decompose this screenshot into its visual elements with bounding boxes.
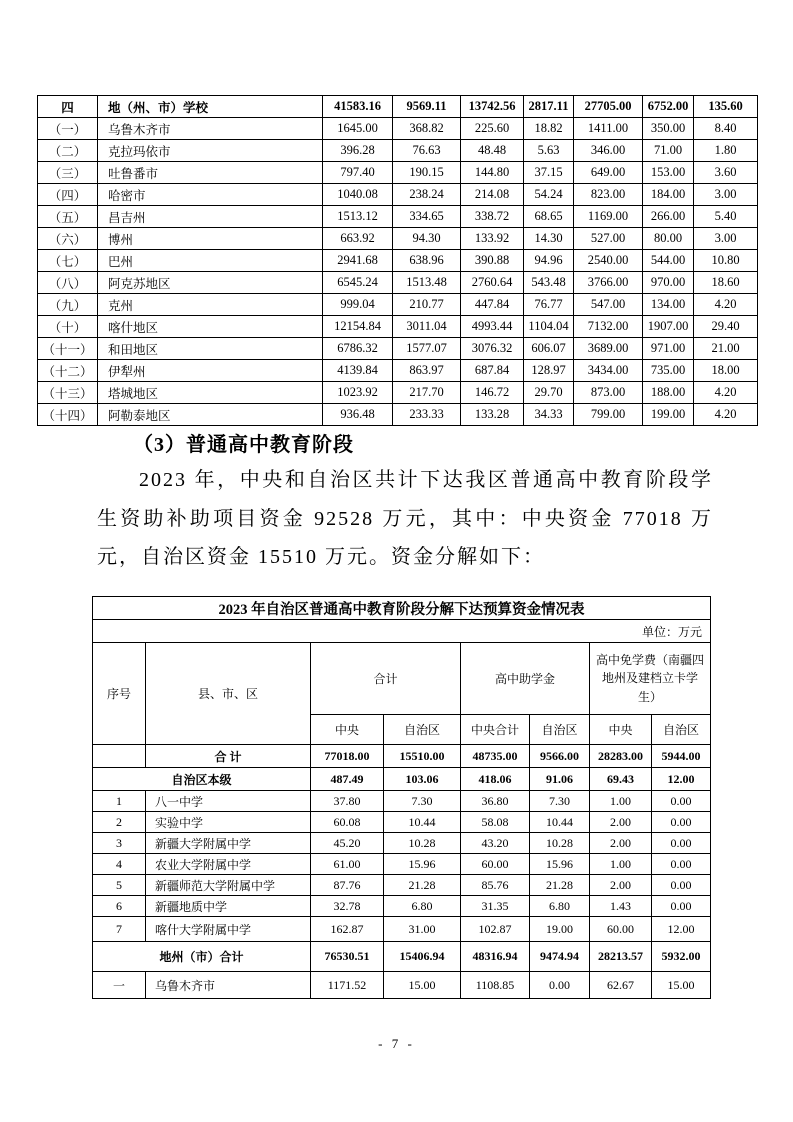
row-name-cell: 合 计 (146, 745, 311, 768)
row-value-cell: 1171.52 (311, 972, 384, 999)
region-table-row (38, 360, 758, 382)
row-name-cell: 博州 (98, 228, 323, 250)
header-value-cell: 135.60 (694, 96, 758, 118)
row-index-cell: （十四） (38, 404, 98, 426)
region-table-row (38, 382, 758, 404)
region-table-body (38, 118, 758, 426)
row-index-cell: （十二） (38, 360, 98, 382)
region-table-head (38, 96, 758, 118)
row-value-cell: 1.00 (590, 791, 652, 812)
row-name-cell: 塔城地区 (98, 382, 323, 404)
row-name-cell: 农业大学附属中学 (146, 854, 311, 875)
row-value-cell: 144.80 (461, 162, 524, 184)
row-index-cell: （五） (38, 206, 98, 228)
row-value-cell: 2.00 (590, 812, 652, 833)
page-number: - 7 - (378, 1036, 415, 1051)
row-value-cell: 1108.85 (461, 972, 530, 999)
row-value-cell: 2540.00 (574, 250, 643, 272)
budget-table-row-school (93, 854, 711, 875)
row-index-cell: （十三） (38, 382, 98, 404)
row-value-cell: 4.20 (694, 404, 758, 426)
row-value-cell: 797.40 (323, 162, 393, 184)
row-value-cell: 146.72 (461, 382, 524, 404)
row-value-cell: 1645.00 (323, 118, 393, 140)
row-name-cell: 新疆师范大学附属中学 (146, 875, 311, 896)
row-value-cell: 36.80 (461, 791, 530, 812)
row-value-cell: 9566.00 (530, 745, 590, 768)
row-value-cell: 15406.94 (384, 942, 461, 972)
row-value-cell: 544.00 (643, 250, 694, 272)
row-name-cell: 喀什地区 (98, 316, 323, 338)
row-value-cell: 10.80 (694, 250, 758, 272)
row-value-cell: 3.00 (694, 184, 758, 206)
row-value-cell: 5.63 (524, 140, 574, 162)
row-value-cell: 4139.84 (323, 360, 393, 382)
row-value-cell: 6.80 (530, 896, 590, 917)
row-value-cell: 999.04 (323, 294, 393, 316)
header-value-cell: 6752.00 (643, 96, 694, 118)
row-name-cell: 阿克苏地区 (98, 272, 323, 294)
budget-table-row-school (93, 812, 711, 833)
row-value-cell: 29.40 (694, 316, 758, 338)
row-value-cell: 34.33 (524, 404, 574, 426)
row-value-cell: 28283.00 (590, 745, 652, 768)
row-value-cell: 43.20 (461, 833, 530, 854)
row-value-cell: 91.06 (530, 768, 590, 791)
row-index-cell: （六） (38, 228, 98, 250)
col-sub-central-total: 中央合计 (461, 715, 530, 745)
col-header-index: 序号 (93, 643, 146, 745)
table-title: 2023 年自治区普通高中教育阶段分解下达预算资金情况表 (93, 597, 711, 620)
row-value-cell: 153.00 (643, 162, 694, 184)
row-index-cell: （七） (38, 250, 98, 272)
row-value-cell: 6545.24 (323, 272, 393, 294)
header-value-cell: 2817.11 (524, 96, 574, 118)
row-value-cell: 29.70 (524, 382, 574, 404)
region-table-row (38, 250, 758, 272)
row-value-cell: 48.48 (461, 140, 524, 162)
row-value-cell: 7.30 (530, 791, 590, 812)
row-value-cell: 94.30 (393, 228, 461, 250)
region-table-row (38, 294, 758, 316)
col-header-region: 县、市、区 (146, 643, 311, 745)
row-name-cell: 巴州 (98, 250, 323, 272)
row-value-cell: 210.77 (393, 294, 461, 316)
row-value-cell: 71.00 (643, 140, 694, 162)
row-value-cell: 15.00 (384, 972, 461, 999)
row-index-cell: （四） (38, 184, 98, 206)
row-value-cell: 10.28 (384, 833, 461, 854)
row-value-cell: 37.15 (524, 162, 574, 184)
col-group-tuition-waiver: 高中免学费（南疆四地州及建档立卡学生） (590, 643, 711, 715)
row-value-cell: 3011.04 (393, 316, 461, 338)
budget-breakdown-table (92, 596, 711, 999)
row-index-cell: 4 (93, 854, 146, 875)
row-value-cell: 14.30 (524, 228, 574, 250)
row-value-cell: 418.06 (461, 768, 530, 791)
header-index-cell: 四 (38, 96, 98, 118)
row-value-cell: 37.80 (311, 791, 384, 812)
row-value-cell: 823.00 (574, 184, 643, 206)
row-value-cell: 2.00 (590, 833, 652, 854)
budget-table-row-school (93, 875, 711, 896)
budget-table-row-school (93, 972, 711, 999)
row-value-cell: 799.00 (574, 404, 643, 426)
row-name-cell: 喀什大学附属中学 (146, 917, 311, 942)
region-table-row (38, 206, 758, 228)
row-value-cell: 390.88 (461, 250, 524, 272)
row-value-cell: 12.00 (652, 768, 711, 791)
row-value-cell: 8.40 (694, 118, 758, 140)
row-name-cell: 乌鲁木齐市 (146, 972, 311, 999)
row-value-cell: 606.07 (524, 338, 574, 360)
row-value-cell: 102.87 (461, 917, 530, 942)
row-name-cell: 新疆地质中学 (146, 896, 311, 917)
row-value-cell: 1169.00 (574, 206, 643, 228)
row-value-cell: 0.00 (652, 854, 711, 875)
row-index-cell: 5 (93, 875, 146, 896)
row-value-cell: 5.40 (694, 206, 758, 228)
row-value-cell: 0.00 (652, 875, 711, 896)
row-index-cell: 7 (93, 917, 146, 942)
budget-table-row-school (93, 896, 711, 917)
row-value-cell: 5932.00 (652, 942, 711, 972)
row-value-cell: 238.24 (393, 184, 461, 206)
row-value-cell: 214.08 (461, 184, 524, 206)
row-index-cell: 3 (93, 833, 146, 854)
row-value-cell: 0.00 (652, 896, 711, 917)
row-value-cell: 76.77 (524, 294, 574, 316)
row-value-cell: 85.76 (461, 875, 530, 896)
region-table-row (38, 404, 758, 426)
row-value-cell: 1104.04 (524, 316, 574, 338)
row-value-cell: 7.30 (384, 791, 461, 812)
row-index-cell: （二） (38, 140, 98, 162)
row-value-cell: 45.20 (311, 833, 384, 854)
row-value-cell: 21.28 (384, 875, 461, 896)
row-value-cell: 15.00 (652, 972, 711, 999)
row-value-cell: 936.48 (323, 404, 393, 426)
region-allocation-table (37, 95, 758, 426)
row-value-cell: 2941.68 (323, 250, 393, 272)
col-group-grant: 高中助学金 (461, 643, 590, 715)
row-value-cell: 687.84 (461, 360, 524, 382)
row-value-cell: 970.00 (643, 272, 694, 294)
row-value-cell: 1577.07 (393, 338, 461, 360)
row-value-cell: 10.44 (384, 812, 461, 833)
row-value-cell: 2760.64 (461, 272, 524, 294)
budget-table-head (93, 597, 711, 745)
section-heading: （3）普通高中教育阶段 (133, 434, 354, 456)
row-value-cell: 62.67 (590, 972, 652, 999)
col-sub-central: 中央 (590, 715, 652, 745)
row-value-cell: 735.00 (643, 360, 694, 382)
row-value-cell: 527.00 (574, 228, 643, 250)
row-value-cell: 233.33 (393, 404, 461, 426)
row-value-cell: 543.48 (524, 272, 574, 294)
row-name-cell: 克拉玛依市 (98, 140, 323, 162)
row-value-cell: 10.44 (530, 812, 590, 833)
budget-title-row (93, 597, 711, 620)
row-index-cell: 2 (93, 812, 146, 833)
row-name-cell: 伊犁州 (98, 360, 323, 382)
row-value-cell: 32.78 (311, 896, 384, 917)
row-name-cell: 乌鲁木齐市 (98, 118, 323, 140)
row-index-cell (93, 745, 146, 768)
row-value-cell: 28213.57 (590, 942, 652, 972)
row-value-cell: 6.80 (384, 896, 461, 917)
header-value-cell: 41583.16 (323, 96, 393, 118)
row-value-cell: 396.28 (323, 140, 393, 162)
row-value-cell: 350.00 (643, 118, 694, 140)
row-value-cell: 76530.51 (311, 942, 384, 972)
row-value-cell: 133.28 (461, 404, 524, 426)
row-name-cell: 和田地区 (98, 338, 323, 360)
row-value-cell: 94.96 (524, 250, 574, 272)
row-value-cell: 4.20 (694, 294, 758, 316)
row-index-cell: 一 (93, 972, 146, 999)
region-table-row (38, 140, 758, 162)
row-value-cell: 487.49 (311, 768, 384, 791)
row-value-cell: 15.96 (530, 854, 590, 875)
row-value-cell: 31.35 (461, 896, 530, 917)
row-value-cell: 128.97 (524, 360, 574, 382)
region-table-row (38, 162, 758, 184)
row-value-cell: 58.08 (461, 812, 530, 833)
col-sub-autonomous: 自治区 (530, 715, 590, 745)
row-value-cell: 54.24 (524, 184, 574, 206)
row-value-cell: 0.00 (530, 972, 590, 999)
budget-table-body (93, 745, 711, 999)
row-value-cell: 338.72 (461, 206, 524, 228)
budget-table-row-school (93, 791, 711, 812)
row-value-cell: 7132.00 (574, 316, 643, 338)
budget-table-row-merged (93, 942, 711, 972)
row-value-cell: 21.28 (530, 875, 590, 896)
row-value-cell: 6786.32 (323, 338, 393, 360)
row-value-cell: 638.96 (393, 250, 461, 272)
row-name-cell: 克州 (98, 294, 323, 316)
row-value-cell: 12154.84 (323, 316, 393, 338)
row-value-cell: 334.65 (393, 206, 461, 228)
row-value-cell: 266.00 (643, 206, 694, 228)
row-value-cell: 10.28 (530, 833, 590, 854)
row-value-cell: 190.15 (393, 162, 461, 184)
row-value-cell: 1411.00 (574, 118, 643, 140)
row-value-cell: 19.00 (530, 917, 590, 942)
budget-table-row-merged (93, 768, 711, 791)
row-value-cell: 1513.48 (393, 272, 461, 294)
region-table-row (38, 184, 758, 206)
row-value-cell: 199.00 (643, 404, 694, 426)
row-value-cell: 873.00 (574, 382, 643, 404)
row-name-cell: 自治区本级 (93, 768, 311, 791)
budget-header-row (93, 643, 711, 715)
row-value-cell: 1023.92 (323, 382, 393, 404)
row-value-cell: 217.70 (393, 382, 461, 404)
col-group-total: 合计 (311, 643, 461, 715)
row-name-cell: 实验中学 (146, 812, 311, 833)
row-value-cell: 18.60 (694, 272, 758, 294)
row-value-cell: 77018.00 (311, 745, 384, 768)
row-value-cell: 3076.32 (461, 338, 524, 360)
col-sub-autonomous: 自治区 (652, 715, 711, 745)
budget-unit-row (93, 620, 711, 643)
row-value-cell: 87.76 (311, 875, 384, 896)
row-value-cell: 69.43 (590, 768, 652, 791)
row-value-cell: 1040.08 (323, 184, 393, 206)
row-value-cell: 184.00 (643, 184, 694, 206)
row-value-cell: 80.00 (643, 228, 694, 250)
row-value-cell: 346.00 (574, 140, 643, 162)
row-value-cell: 60.00 (461, 854, 530, 875)
region-table-row (38, 228, 758, 250)
row-value-cell: 60.08 (311, 812, 384, 833)
budget-table-row-total (93, 745, 711, 768)
region-table-row (38, 272, 758, 294)
budget-table-row-school (93, 917, 711, 942)
row-value-cell: 133.92 (461, 228, 524, 250)
row-value-cell: 162.87 (311, 917, 384, 942)
row-index-cell: （一） (38, 118, 98, 140)
row-value-cell: 18.82 (524, 118, 574, 140)
row-value-cell: 68.65 (524, 206, 574, 228)
row-value-cell: 3434.00 (574, 360, 643, 382)
row-value-cell: 61.00 (311, 854, 384, 875)
header-value-cell: 27705.00 (574, 96, 643, 118)
body-paragraph: 2023 年，中央和自治区共计下达我区普通高中教育阶段学生资助补助项目资金 92528 万元，其中：中央资金 77018 万元，自治区资金 15510 万元。资金分解如下： (97, 469, 713, 568)
row-value-cell: 0.00 (652, 833, 711, 854)
row-value-cell: 5944.00 (652, 745, 711, 768)
header-name-cell: 地（州、市）学校 (98, 96, 323, 118)
col-sub-central: 中央 (311, 715, 384, 745)
col-sub-autonomous: 自治区 (384, 715, 461, 745)
row-name-cell: 昌吉州 (98, 206, 323, 228)
row-value-cell: 1907.00 (643, 316, 694, 338)
row-value-cell: 18.00 (694, 360, 758, 382)
row-value-cell: 4993.44 (461, 316, 524, 338)
row-value-cell: 15510.00 (384, 745, 461, 768)
row-index-cell: （三） (38, 162, 98, 184)
row-value-cell: 3689.00 (574, 338, 643, 360)
row-value-cell: 4.20 (694, 382, 758, 404)
row-index-cell: （十） (38, 316, 98, 338)
region-table-row (38, 118, 758, 140)
row-value-cell: 76.63 (393, 140, 461, 162)
row-name-cell: 地州（市）合计 (93, 942, 311, 972)
row-value-cell: 0.00 (652, 791, 711, 812)
row-value-cell: 225.60 (461, 118, 524, 140)
row-value-cell: 103.06 (384, 768, 461, 791)
row-index-cell: （九） (38, 294, 98, 316)
row-value-cell: 1.00 (590, 854, 652, 875)
row-value-cell: 547.00 (574, 294, 643, 316)
header-value-cell: 13742.56 (461, 96, 524, 118)
table-unit-label: 单位：万元 (93, 620, 711, 643)
row-name-cell: 吐鲁番市 (98, 162, 323, 184)
row-name-cell: 哈密市 (98, 184, 323, 206)
row-value-cell: 971.00 (643, 338, 694, 360)
row-value-cell: 863.97 (393, 360, 461, 382)
row-index-cell: （八） (38, 272, 98, 294)
row-index-cell: 6 (93, 896, 146, 917)
row-name-cell: 八一中学 (146, 791, 311, 812)
row-value-cell: 3.60 (694, 162, 758, 184)
row-value-cell: 2.00 (590, 875, 652, 896)
row-index-cell: （十一） (38, 338, 98, 360)
row-value-cell: 1.80 (694, 140, 758, 162)
row-value-cell: 1513.12 (323, 206, 393, 228)
header-value-cell: 9569.11 (393, 96, 461, 118)
row-value-cell: 649.00 (574, 162, 643, 184)
row-value-cell: 21.00 (694, 338, 758, 360)
row-value-cell: 447.84 (461, 294, 524, 316)
row-value-cell: 48316.94 (461, 942, 530, 972)
row-index-cell: 1 (93, 791, 146, 812)
row-value-cell: 663.92 (323, 228, 393, 250)
region-table-row (38, 316, 758, 338)
row-name-cell: 阿勒泰地区 (98, 404, 323, 426)
row-value-cell: 3.00 (694, 228, 758, 250)
row-value-cell: 368.82 (393, 118, 461, 140)
row-value-cell: 3766.00 (574, 272, 643, 294)
row-value-cell: 0.00 (652, 812, 711, 833)
region-table-header-row (38, 96, 758, 118)
row-value-cell: 1.43 (590, 896, 652, 917)
region-table-row (38, 338, 758, 360)
row-value-cell: 31.00 (384, 917, 461, 942)
budget-table-row-school (93, 833, 711, 854)
row-value-cell: 60.00 (590, 917, 652, 942)
row-value-cell: 12.00 (652, 917, 711, 942)
row-value-cell: 48735.00 (461, 745, 530, 768)
row-value-cell: 15.96 (384, 854, 461, 875)
row-value-cell: 188.00 (643, 382, 694, 404)
row-name-cell: 新疆大学附属中学 (146, 833, 311, 854)
row-value-cell: 134.00 (643, 294, 694, 316)
row-value-cell: 9474.94 (530, 942, 590, 972)
